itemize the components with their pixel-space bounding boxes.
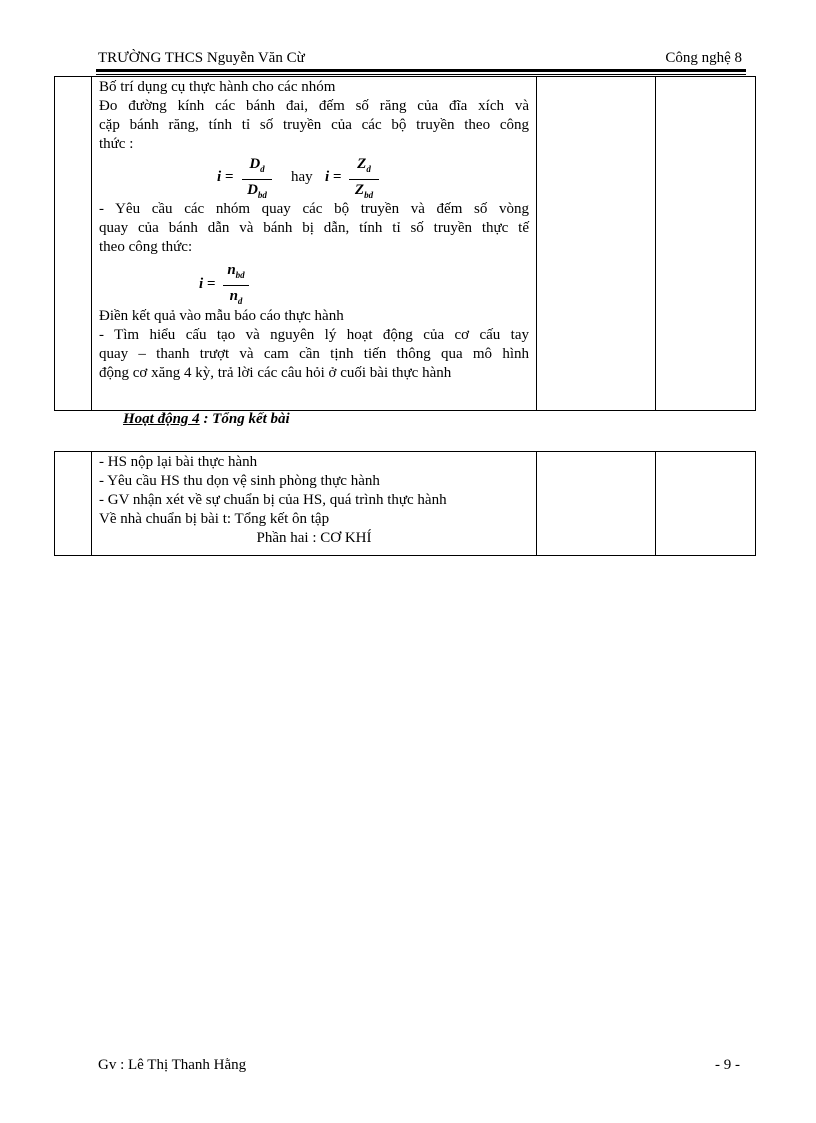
table1-col-content bbox=[92, 77, 537, 411]
table2-col-notes bbox=[656, 452, 756, 556]
speed-ratio-formula bbox=[99, 257, 529, 307]
fraction-denominator: n bbox=[229, 288, 238, 304]
lesson-table-2 bbox=[54, 451, 756, 556]
formula-lhs: i = bbox=[217, 169, 234, 185]
table2-col-student bbox=[537, 452, 656, 556]
page-number: - 9 - bbox=[715, 1057, 740, 1073]
header-rule-thin bbox=[96, 74, 746, 75]
fraction-numerator: n bbox=[227, 262, 236, 278]
fraction-denominator-sub: bd bbox=[364, 190, 374, 200]
activity-title: : Tổng kết bài bbox=[199, 411, 290, 427]
fraction-denominator-sub: d bbox=[237, 296, 243, 306]
activity-label: Hoạt động 4 bbox=[123, 411, 200, 427]
table1-line: Đo đường kính các bánh đai, đếm số răng của đĩa xích và bbox=[99, 98, 529, 114]
table1-col-time bbox=[55, 77, 92, 411]
table1-line: - Tìm hiểu cấu tạo và nguyên lý hoạt động của cơ cấu tay bbox=[99, 327, 529, 343]
table1-line: thức : bbox=[99, 136, 134, 152]
page-header bbox=[98, 50, 742, 70]
table2-line: - GV nhận xét về sự chuẩn bị của HS, quá trình thực hành bbox=[99, 492, 447, 508]
lesson-table-1 bbox=[54, 76, 756, 411]
table1-line: quay – thanh trượt và cam cần tịnh tiến thông qua mô hình bbox=[99, 346, 529, 362]
table1-line: động cơ xăng 4 kỳ, trả lời các câu hỏi ở cuối bài thực hành bbox=[99, 365, 452, 381]
table1-line: Điền kết quả vào mẫu báo cáo thực hành bbox=[99, 308, 344, 324]
formula-lhs: i = bbox=[199, 276, 216, 292]
table1-line: Bố trí dụng cụ thực hành cho các nhóm bbox=[99, 79, 336, 95]
table1-line: quay của bánh dẫn và bánh bị dẫn, tính tỉ số truyền thực tế bbox=[99, 220, 529, 236]
school-name: TRƯỜNG THCS Nguyễn Văn Cừ bbox=[98, 50, 305, 66]
table1-col-notes bbox=[656, 77, 756, 411]
table2-col-content bbox=[92, 452, 537, 556]
fraction-denominator: Z bbox=[354, 182, 365, 198]
fraction-numerator: Z bbox=[357, 156, 367, 172]
teacher-name: Gv : Lê Thị Thanh Hằng bbox=[98, 1057, 247, 1073]
formula-or: hay bbox=[291, 169, 313, 185]
table1-line: theo công thức: bbox=[99, 239, 193, 255]
fraction-z bbox=[349, 155, 379, 204]
fraction-n bbox=[223, 261, 249, 310]
fraction-numerator-sub: bd bbox=[235, 270, 245, 280]
fraction-numerator-sub: d bbox=[366, 164, 371, 174]
table1-line: cặp bánh răng, tính tỉ số truyền của các bộ truyền theo công bbox=[99, 117, 529, 133]
activity-heading bbox=[123, 411, 290, 428]
subject-name: Công nghệ 8 bbox=[665, 50, 742, 66]
fraction-d bbox=[242, 155, 272, 204]
fraction-numerator: D bbox=[249, 156, 261, 172]
gear-ratio-formula bbox=[99, 154, 529, 200]
fraction-denominator: D bbox=[247, 182, 258, 198]
formula-lhs: i = bbox=[325, 169, 342, 185]
header-rule-thick bbox=[96, 69, 746, 72]
table1-line: - Yêu cầu các nhóm quay các bộ truyền và đếm số vòng bbox=[99, 201, 529, 217]
fraction-denominator-sub: bd bbox=[257, 190, 267, 200]
fraction-numerator-sub: d bbox=[260, 164, 265, 174]
table2-line: - Yêu cầu HS thu dọn vệ sinh phòng thực hành bbox=[99, 473, 380, 489]
table2-line: - HS nộp lại bài thực hành bbox=[99, 454, 258, 470]
table2-col-time bbox=[55, 452, 92, 556]
table1-col-student bbox=[537, 77, 656, 411]
table2-line: Về nhà chuẩn bị bài t: Tổng kết ôn tập bbox=[99, 511, 330, 527]
table2-line: Phần hai : CƠ KHÍ bbox=[256, 530, 372, 546]
